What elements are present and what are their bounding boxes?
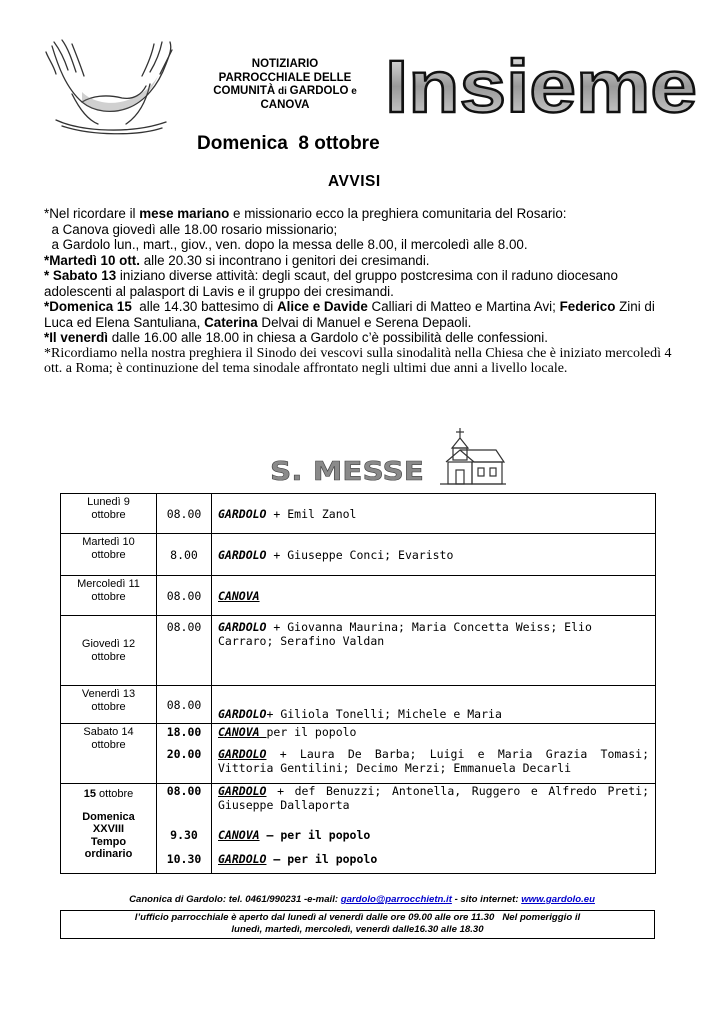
office-hours-box <box>60 910 655 939</box>
office-hours-line-1: l’ufficio parrocchiale è aperto dal lunedì al venerdì dalle ore 09.00 alle ore 11.30 Nel pomeriggio il <box>134 912 581 923</box>
office-hours-line-2: lunedì, martedì, mercoledì, venerdì dalle16.30 alle 18.30 <box>231 924 484 935</box>
chapel-icon <box>440 426 506 488</box>
messe-heading <box>268 452 428 486</box>
praying-hands-illustration <box>42 36 176 136</box>
notice-rosary-gardolo: a Gardolo lun., mart., giov., ven. dopo la messa delle 8.00, il mercoledì alle 8.00. <box>44 237 528 252</box>
masthead-line-1: NOTIZIARIO <box>251 58 319 70</box>
contact-line: Canonica di Gardolo: tel. 0461/990231 -e-mail: gardolo@parrocchietn.it - sito internet: www.gardolo.eu <box>129 894 595 905</box>
notice-baptisms: *Domenica 15 alle 14.30 battesimo di Alice e Davide Calliari di Matteo e Martina Avi; Federico Zini di Luca ed Elena Santuliana, Caterina Delvai di Manuel e Serena Depaoli. <box>44 299 659 330</box>
table-row: Venerdì 13 ottobre 08.00 GARDOLO+ Giliola Tonelli; Michele e Maria <box>61 686 656 724</box>
table-row: 15 ottobre Domenica XXVIII Tempo ordinario 08.00 9.30 10.30 GARDOLO + def Benuzzi; Antonella, Ruggero e Alfredo Preti; Giuseppe Dallaporta CANOVA – per il popolo GARDOLO – per il popolo <box>61 784 656 874</box>
issue-date: Domenica 8 ottobre <box>197 133 380 154</box>
avvisi-heading: AVVISI <box>328 173 381 190</box>
table-row: Mercoledì 11 ottobre 08.00 CANOVA <box>61 576 656 616</box>
masthead-line-3: COMUNITÀ di GARDOLO e <box>213 85 357 97</box>
email-link[interactable]: gardolo@parrocchietn.it <box>340 894 452 905</box>
table-row: Sabato 14 ottobre 18.00 20.00 CANOVA per il popolo GARDOLO + Laura De Barba; Luigi e Maria Grazia Tomasi; Vittoria Gentilini; Decimo Merzi; Emmanuela Decarli <box>61 724 656 784</box>
notice-rosary-canova: a Canova giovedì alle 18.00 rosario missionario; <box>44 221 338 237</box>
masthead-title <box>195 58 375 112</box>
masses-schedule-table <box>60 493 656 874</box>
masthead-line-4: CANOVA <box>260 98 310 111</box>
table-row: Lunedì 9 ottobre 08.00 GARDOLO + Emil Zanol <box>61 494 656 534</box>
notice-confessions: *Il venerdì dalle 16.00 alle 18.00 in chiesa a Gardolo c’è possibilità delle confessioni. <box>44 330 548 345</box>
masthead-line-2: PARROCCHIALE DELLE <box>218 71 352 84</box>
notices-section <box>44 206 684 377</box>
svg-text:Insieme: Insieme <box>385 50 697 122</box>
website-link[interactable]: www.gardolo.eu <box>521 894 595 905</box>
insieme-logo <box>378 50 700 122</box>
notice-activities: * Sabato 13 iniziano diverse attività: degli scaut, del gruppo postcresima con il raduno diocesano adolescenti al palasport di Lavis e il gruppo dei cresimandi. <box>44 268 618 299</box>
table-row: Martedì 10 ottobre 8.00 GARDOLO + Giuseppe Conci; Evaristo <box>61 534 656 576</box>
notice-synod: *Ricordiamo nella nostra preghiera il Sinodo dei vescovi sulla sinodalità nella Chiesa che è iniziato mercoledì 4 ott. a Roma; è continuzione del tema sinodale affrontato negli ultimi due anni a livello locale. <box>44 345 672 376</box>
notice-rosary: *Nel ricordare il mese mariano e missionario ecco la preghiera comunitaria del Rosario: <box>44 206 567 221</box>
svg-text:S. MESSE: S. MESSE <box>270 457 424 486</box>
table-row: Giovedì 12 ottobre 08.00 GARDOLO + Giovanna Maurina; Maria Concetta Weiss; Elio Carraro; Serafino Valdan <box>61 616 656 686</box>
notice-parents-meeting: *Martedì 10 ott. alle 20.30 si incontrano i genitori dei cresimandi. <box>44 252 430 268</box>
